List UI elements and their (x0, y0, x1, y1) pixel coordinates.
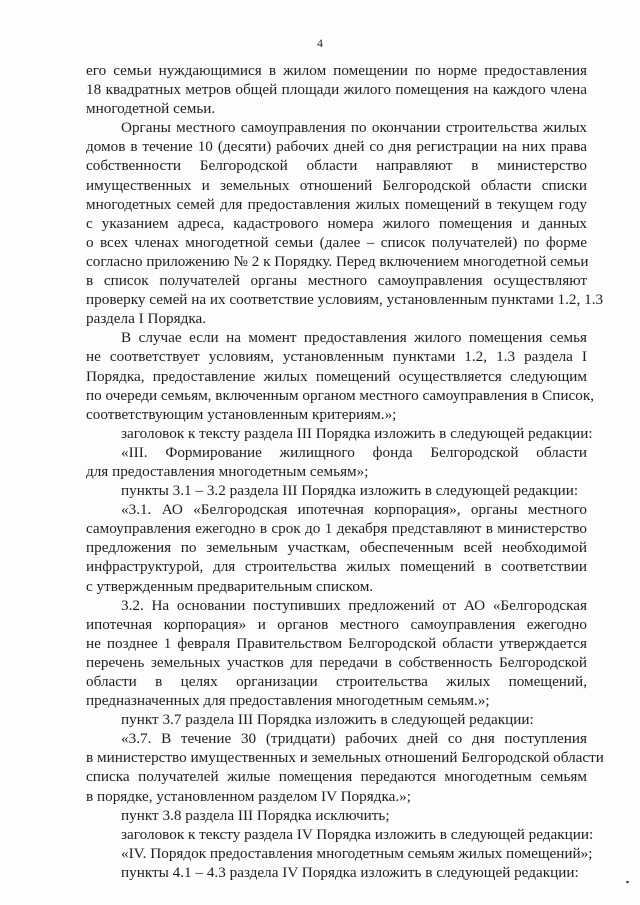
text-line: в порядке, установленном разделом IV Порядка.»; (86, 787, 411, 805)
text-line: перечень земельных участков для передачи в собственность Белгородской (86, 653, 587, 671)
text-line: не соответствует условиям, установленным пунктами 1.2, 1.3 раздела I (86, 348, 587, 366)
text-line: области в целях организации строительства жилых помещений, (86, 673, 587, 690)
text-line: Органы местного самоуправления по окончании строительства жилых (121, 119, 587, 137)
text-line: проверку семей на их соответствие условиям, установленным пунктами 1.2, 1.3 (86, 291, 604, 309)
text-line: не позднее 1 февраля Правительством Белгородской области утверждается (86, 634, 587, 652)
body-text (86, 61, 604, 882)
text-line: предложения по земельным участкам, обеспеченным всей необходимой (86, 539, 587, 557)
text-line: в министерство имущественных и земельных отношений Белгородской области (86, 749, 604, 767)
text-line: собственности Белгородской области направляют в министерство (86, 157, 587, 175)
page-number: 4 (317, 36, 323, 50)
text-line: многодетной семьи. (86, 100, 216, 118)
text-line: домов в течение 10 (десяти) рабочих дней со дня регистрации на них права (86, 138, 587, 156)
text-line: «III. Формирование жилищного фонда Белгородской области (121, 443, 587, 461)
text-line: В случае если на момент предоставления жилого помещения семья (121, 329, 587, 347)
text-line: списка получателей жилые помещения передаются многодетным семьям (86, 768, 587, 786)
text-line: 3.2. На основании поступивших предложений от АО «Белгородская (121, 596, 587, 614)
text-line: с утвержденным предварительным списком. (86, 577, 374, 595)
text-line: «3.7. В течение 30 (тридцати) рабочих дней со дня поступления (121, 730, 587, 748)
text-line: предназначенных для предоставления многодетным семьям.»; (86, 692, 490, 710)
text-line: самоуправления ежегодно в срок до 1 декабря представляют в министерство (86, 520, 587, 538)
text-line: его семьи нуждающимися в жилом помещении по норме предоставления (86, 62, 587, 79)
text-line: Порядка, предоставление жилых помещений осуществляется следующим (86, 367, 587, 385)
text-line: пункты 3.1 – 3.2 раздела III Порядка изложить в следующей редакции: (121, 482, 579, 500)
text-line: многодетных семей для предоставления жилых помещений в текущем году (86, 195, 587, 213)
text-line: соответствующим установленным критериям.»; (86, 405, 397, 423)
text-line: заголовок к тексту раздела III Порядка изложить в следующей редакции: (121, 424, 593, 442)
text-line: инфраструктурой, для строительства жилых помещений в соответствии (86, 558, 587, 576)
text-line: о всех членах многодетной семьи (далее – список получателей) по форме (86, 233, 587, 251)
text-line: в список получателей органы местного самоуправления осуществляют (86, 272, 587, 290)
text-line: «IV. Порядок предоставления многодетным семьям жилых помещений»; (121, 844, 593, 862)
text-line: имущественных и земельных отношений Белгородской области списки (86, 176, 587, 194)
text-line: по очереди семьям, включенным органом местного самоуправления в Список, (86, 386, 595, 404)
text-line: 18 квадратных метров общей площади жилого помещения на каждого члена (86, 81, 587, 99)
text-line: ипотечная корпорация» и органов местного самоуправления ежегодно (86, 615, 587, 633)
text-line: заголовок к тексту раздела IV Порядка изложить в следующей редакции: (121, 825, 594, 843)
text-line: раздела I Порядка. (86, 310, 207, 328)
text-line: пункты 4.1 – 4.3 раздела IV Порядка изложить в следующей редакции: (121, 863, 579, 881)
text-line: согласно приложению № 2 к Порядку. Перед включением многодетной семьи (86, 252, 589, 270)
text-line: пункт 3.7 раздела III Порядка изложить в следующей редакции: (121, 711, 534, 729)
text-line: для предоставления многодетным семьям»; (86, 462, 369, 480)
text-line: пункт 3.8 раздела III Порядка исключить; (121, 806, 390, 824)
text-line: «3.1. АО «Белгородская ипотечная корпорация», органы местного (121, 501, 587, 519)
scan-speck (626, 881, 629, 883)
text-line: с указанием адреса, кадастрового номера жилого помещения и данных (86, 214, 587, 232)
